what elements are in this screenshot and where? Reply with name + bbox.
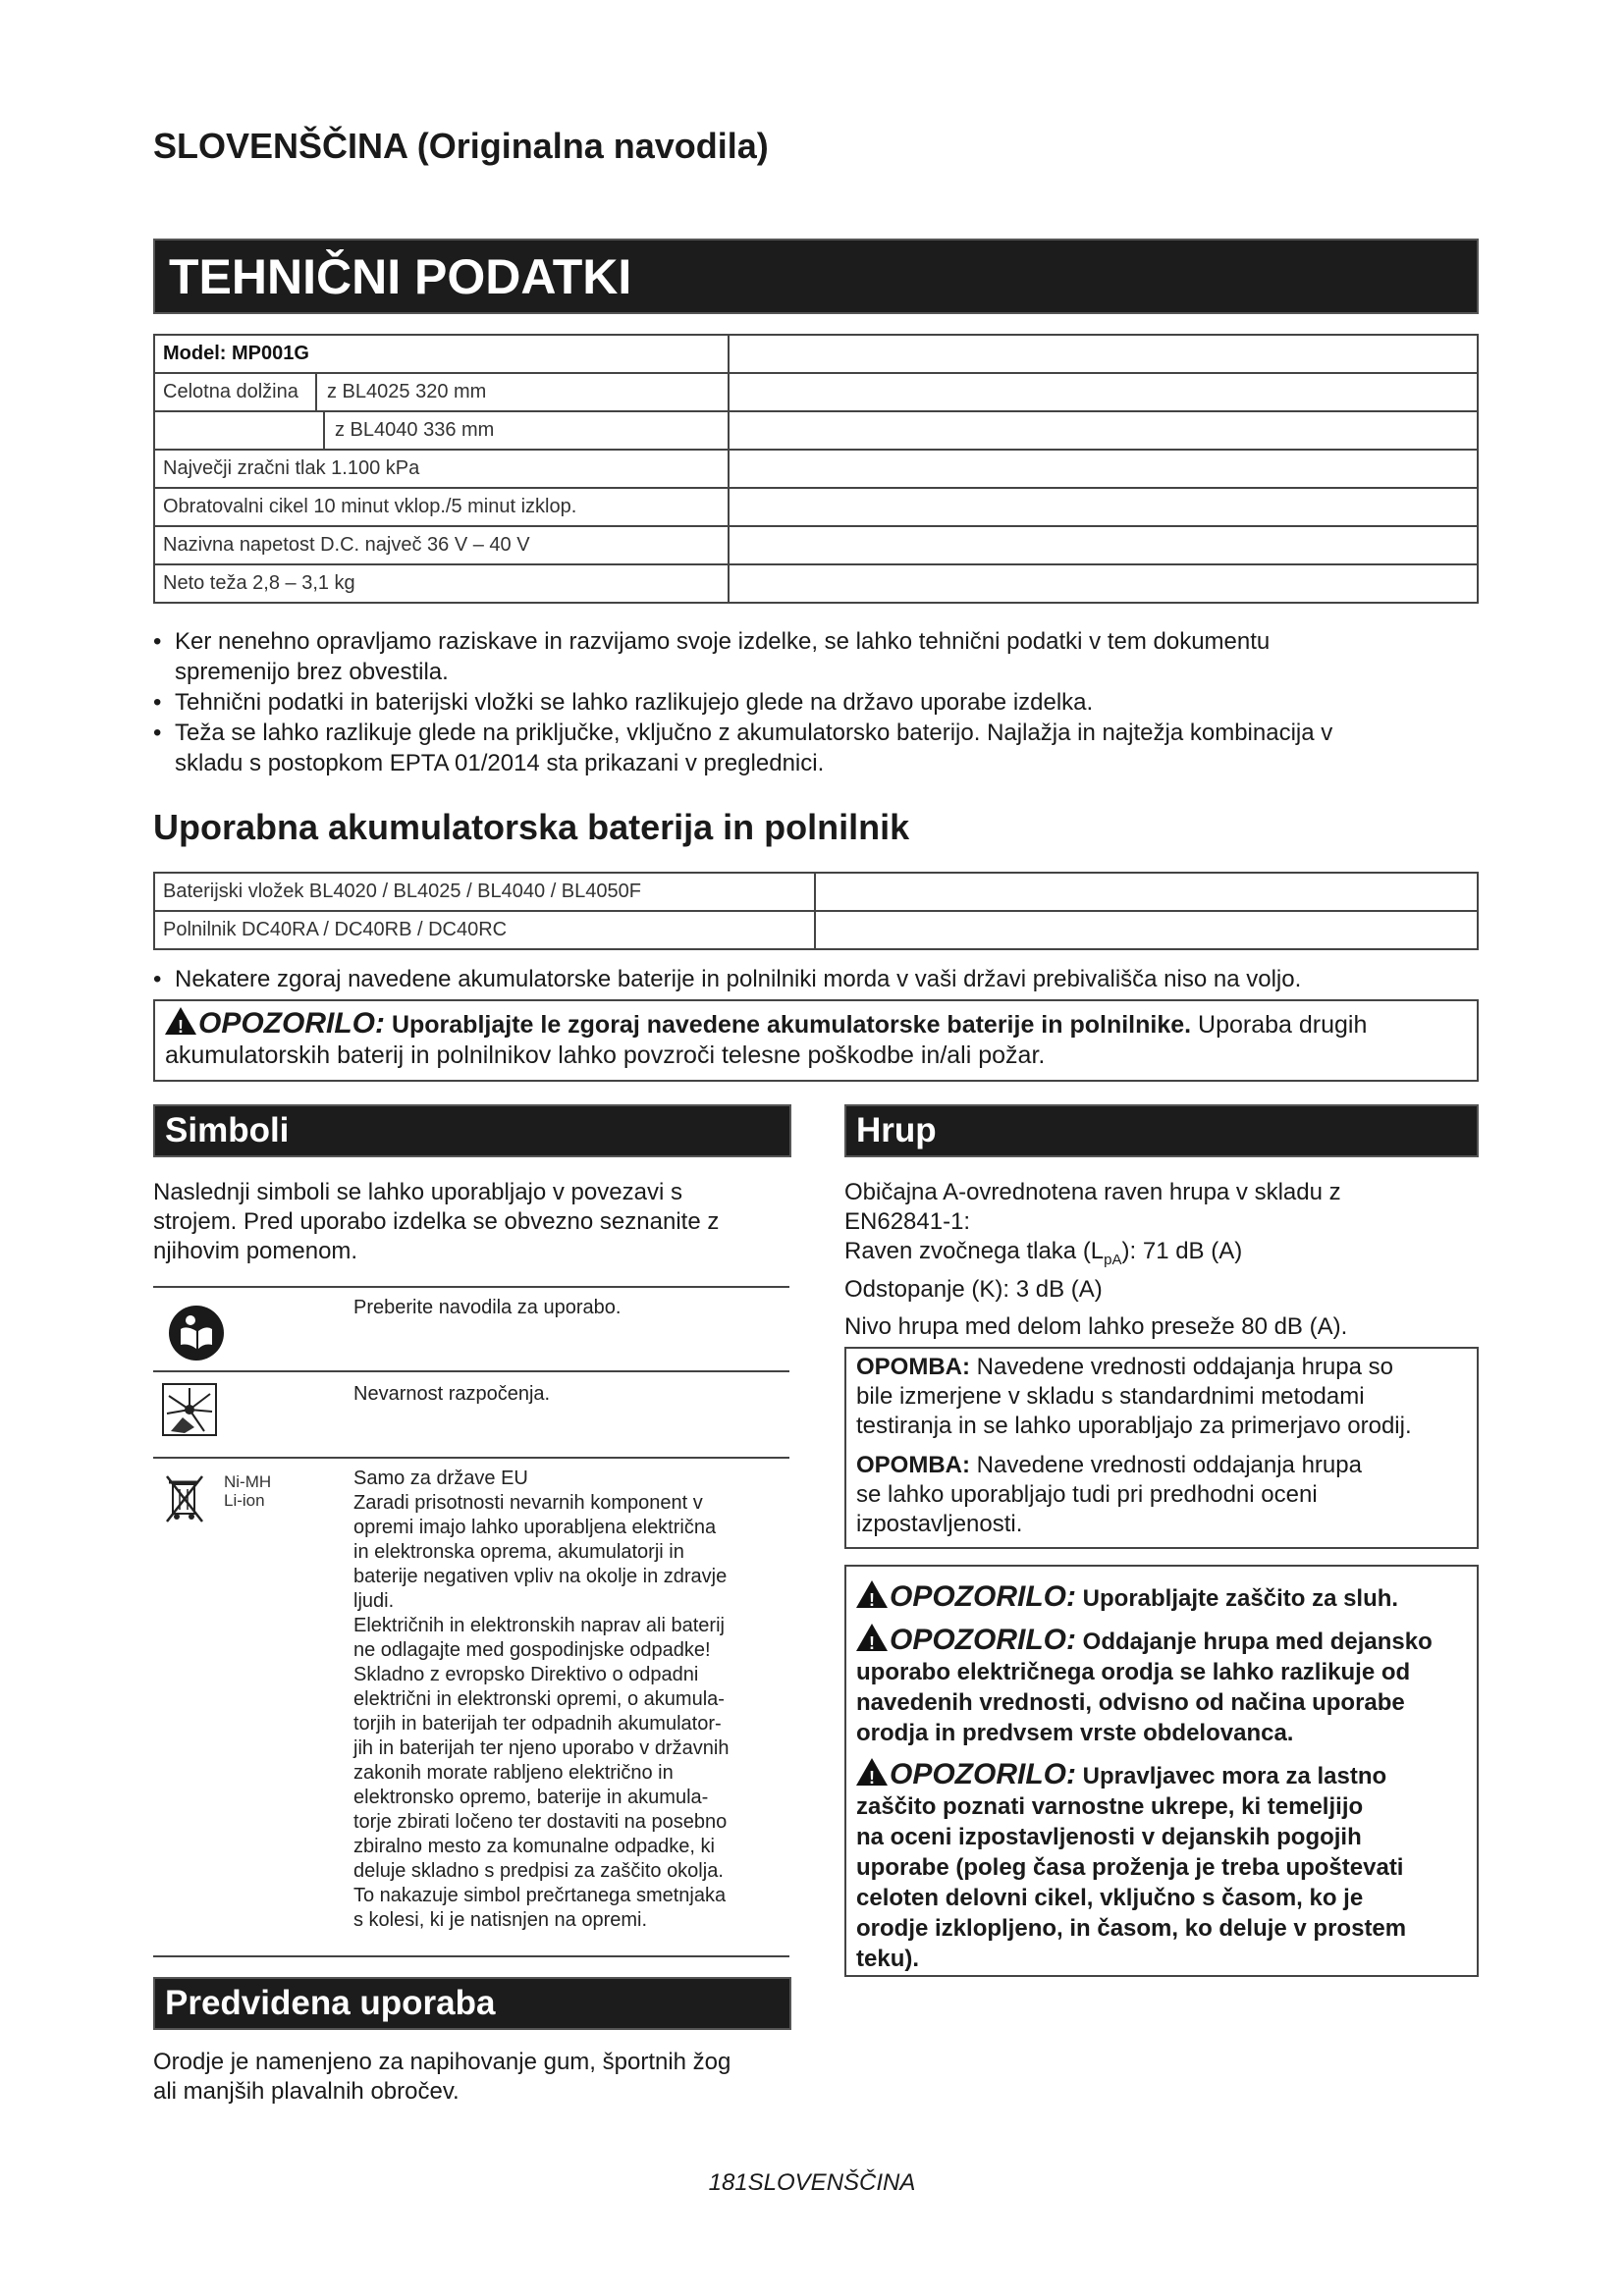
- warning-triangle-icon: [165, 1007, 196, 1035]
- weee-text-line: elektronsko opremo, baterije in akumula-: [353, 1787, 709, 1808]
- symbols-heading: Simboli: [153, 1104, 791, 1157]
- explosion-hazard-icon: [161, 1382, 218, 1437]
- weee-text-line: deluje skladno s predpisi za zaščito okolja.: [353, 1860, 724, 1882]
- weee-text-line: Samo za države EU: [353, 1468, 528, 1489]
- symbol-explosion-text: Nevarnost razpočenja.: [353, 1383, 551, 1405]
- spec-notes: [153, 626, 1489, 778]
- spec-pressure: Največji zračni tlak 1.100 kPa: [154, 450, 729, 488]
- spec-note-2: • Tehnični podatki in baterijski vložki se lahko razlikujejo glede na državo uporabe izdelka.: [153, 689, 1094, 716]
- spec-note-3-cont: skladu s postopkom EPTA 01/2014 sta prikazani v preglednici.: [175, 750, 825, 776]
- weee-text-line: jih in baterijah ter njeno uporabo v državnih: [353, 1737, 730, 1759]
- weee-text-line: torje zbirati ločeno ter dostaviti na posebno: [353, 1811, 728, 1833]
- symbols-intro: Naslednji simboli se lahko uporabljajo v povezavi s strojem. Pred uporabo izdelka se obvezno seznanite z njihovim pomenom.: [153, 1179, 720, 1264]
- battery-heading: Uporabna akumulatorska baterija in polnilnik: [153, 807, 910, 847]
- noise-warnings-box: !OPOZORILO: Uporabljajte zaščito za sluh. !OPOZORILO: Oddajanje hrupa med dejansko uporabo električnega orodja se lahko razlikuje od navedenih vrednosti, odvisno od načina uporabe orodja in predvsem vrste obdelovanca. !OPOZORILO: Upravljavec mora za lastno zaščito poznati varnostne ukrepe, ki temeljijo na oceni izpostavljenosti v dejanskih pogojih uporabe (poleg časa proženja je treba upoštevati celoten delovni cikel, vključno s časom, ko je orodje izklopljeno, in časom, ko deluje v prostem teku).: [844, 1565, 1479, 1977]
- weee-text-line: Električnih in elektronskih naprav ali baterij: [353, 1615, 725, 1636]
- spec-duty: Obratovalni cikel 10 minut vklop./5 minut izklop.: [154, 488, 729, 526]
- noise-notes-box: OPOMBA: Navedene vrednosti oddajanja hrupa so bile izmerjene v skladu s standardnimi metodami testiranja in se lahko uporabljajo za primerjavo orodij. OPOMBA: Navedene vrednosti oddajanja hrupa se lahko uporabljajo tudi pri predhodni oceni izpostavljenosti.: [844, 1347, 1479, 1549]
- weee-text-line: zbiralno mesto za komunalne odpadke, ki: [353, 1836, 715, 1857]
- weee-text-line: ne odlagajte med gospodinjske odpadke!: [353, 1639, 711, 1661]
- weee-text-line: in elektronska oprema, akumulatorji in: [353, 1541, 684, 1563]
- spec-length-label: Celotna dolžina: [155, 374, 317, 410]
- language-title: SLOVENŠČINA (Originalna navodila): [153, 126, 769, 166]
- read-manual-icon: [167, 1304, 226, 1362]
- battery-table: [153, 872, 1479, 950]
- page-footer: 181SLOVENŠČINA: [708, 2169, 916, 2196]
- battery-warning: !OPOZORILO: Uporabljajte le zgoraj navedene akumulatorske baterije in polnilnike. Uporaba drugih akumulatorskih baterij in polnilnikov lahko povzroči telesne poškodbe in/ali požar.: [153, 999, 1479, 1082]
- warning-triangle-icon: [856, 1758, 888, 1786]
- weee-text-line: Skladno z evropsko Direktivo o odpadni: [353, 1664, 699, 1685]
- warning-triangle-icon: [856, 1624, 888, 1651]
- weee-text-line: Zaradi prisotnosti nevarnih komponent v: [353, 1492, 703, 1514]
- weee-text-line: zakonih morate rabljeno električno in: [353, 1762, 674, 1784]
- spec-note-3: • Teža se lahko razlikuje glede na priključke, vključno z akumulatorsko baterijo. Najlažja in najtežja kombinacija v: [153, 720, 1333, 746]
- intended-use-text: Orodje je namenjeno za napihovanje gum, športnih žog ali manjših plavalnih obročev.: [153, 2049, 731, 2105]
- weee-text-line: torjih in baterijah ter odpadnih akumulator-: [353, 1713, 722, 1735]
- battery-row-1: Baterijski vložek BL4020 / BL4025 / BL4040 / BL4050F: [154, 873, 815, 911]
- weee-text-line: To nakazuje simbol prečrtanega smetnjaka: [353, 1885, 727, 1906]
- symbol-read-manual-text: Preberite navodila za uporabo.: [353, 1297, 622, 1318]
- spec-voltage: Nazivna napetost D.C. največ 36 V – 40 V: [154, 526, 729, 564]
- spec-note-1: • Ker nenehno opravljamo raziskave in razvijamo svoje izdelke, se lahko tehnični podatki v tem dokumentu: [153, 628, 1271, 655]
- weee-text-line: ljudi.: [353, 1590, 395, 1612]
- crossed-bin-icon: [163, 1470, 206, 1529]
- sound-pressure-line: Raven zvočnega tlaka $(L_{pA})$: 71 dB (A): [844, 1238, 1243, 1268]
- spec-model: Model: MP001G: [154, 335, 729, 373]
- weee-text-line: električni in elektronski opremi, o akumula-: [353, 1688, 725, 1710]
- symbol-weee-text: [353, 1467, 729, 1933]
- weee-text-line: baterije negativen vpliv na okolje in zdravje: [353, 1566, 728, 1587]
- weee-text-line: s kolesi, ki je natisnjen na opremi.: [353, 1909, 648, 1931]
- warning-triangle-icon: [856, 1580, 888, 1608]
- weee-battery-labels: Ni-MH Li-ion: [224, 1472, 272, 1510]
- intended-use-heading: Predvidena uporaba: [153, 1977, 791, 2030]
- noise-heading: Hrup: [844, 1104, 1479, 1157]
- spec-length-1: z BL4025 320 mm: [327, 381, 487, 402]
- specs-heading: TEHNIČNI PODATKI: [153, 239, 1479, 314]
- spec-note-1-cont: spremenijo brez obvestila.: [175, 659, 449, 685]
- spec-table: [153, 334, 1479, 604]
- noise-values: Običajna A-ovrednotena raven hrupa v skladu z EN62841-1: Raven zvočnega tlaka $(L_{pA})$: 71 dB (A) Odstopanje (K): 3 dB (A) Nivo hrupa med delom lahko preseže 80 dB (A).: [844, 1178, 1479, 1342]
- battery-row-2: Polnilnik DC40RA / DC40RB / DC40RC: [154, 911, 815, 949]
- spec-weight: Neto teža 2,8 – 3,1 kg: [154, 564, 729, 603]
- battery-note: • Nekatere zgoraj navedene akumulatorske baterije in polnilniki morda v vaši državi prebivališča niso na voljo.: [153, 966, 1302, 992]
- weee-text-line: opremi imajo lahko uporabljena električna: [353, 1517, 717, 1538]
- spec-length-2: z BL4040 336 mm: [335, 419, 495, 441]
